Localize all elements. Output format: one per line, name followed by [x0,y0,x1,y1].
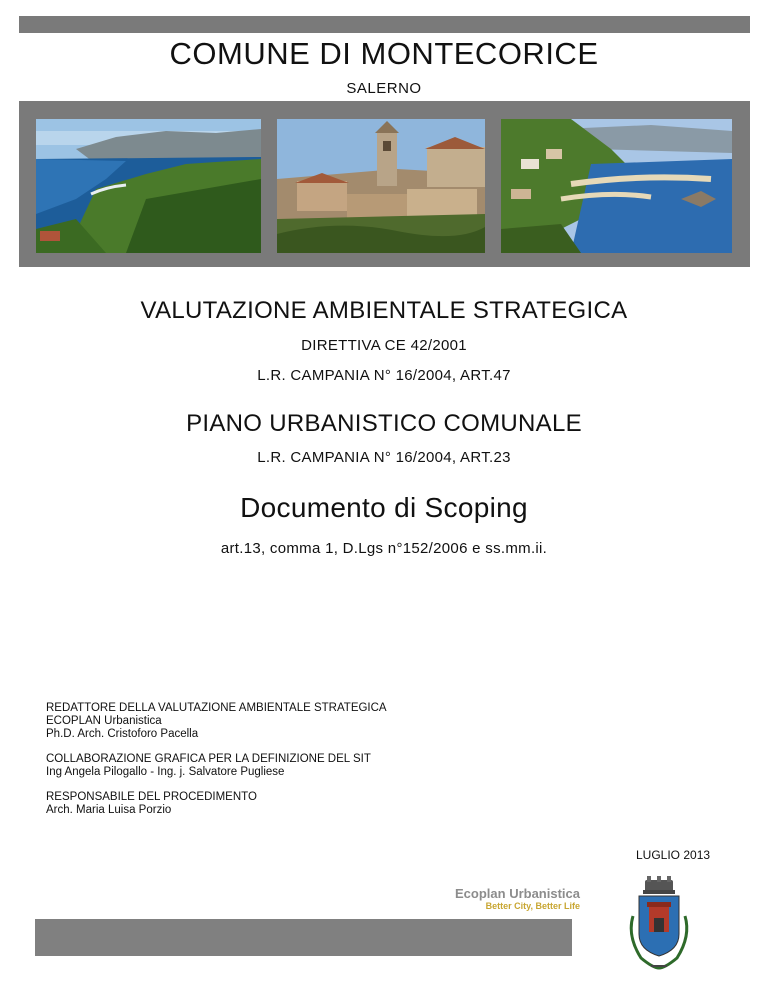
vas-title: VALUTAZIONE AMBIENTALE STRATEGICA [140,297,628,324]
beach-town-photo [501,119,732,253]
collab-credit [46,753,546,779]
coastal-bay-photo [36,119,261,253]
document-title: Documento di Scoping [240,492,528,523]
top-gray-band [19,16,750,33]
ecoplan-logo [300,886,580,918]
municipal-crest-icon [623,876,695,972]
author-firm: ECOPLAN Urbanistica [46,715,162,727]
hilltop-village-photo [277,119,485,253]
puc-title: PIANO URBANISTICO COMUNALE [186,410,582,437]
vas-law: L.R. CAMPANIA N° 16/2004, ART.47 [257,367,511,384]
manager-credit [46,791,546,817]
author-heading: REDATTORE DELLA VALUTAZIONE AMBIENTALE STRATEGICA [46,702,387,714]
collab-heading: COLLABORAZIONE GRAFICA PER LA DEFINIZIONE DEL SIT [46,753,371,765]
manager-name: Arch. Maria Luisa Porzio [46,804,172,816]
author-name: Ph.D. Arch. Cristoforo Pacella [46,728,199,740]
author-credit [46,702,546,741]
bottom-gray-band [35,919,572,956]
municipality-title: COMUNE DI MONTECORICE [169,36,599,71]
province-label: SALERNO [346,80,422,97]
logo-name: Ecoplan Urbanistica [455,886,580,901]
manager-heading: RESPONSABILE DEL PROCEDIMENTO [46,791,257,803]
publication-date: LUGLIO 2013 [636,848,711,862]
vas-directive: DIRETTIVA CE 42/2001 [301,337,467,354]
collab-names: Ing Angela Pilogallo - Ing. j. Salvatore Pugliese [46,766,285,778]
puc-law: L.R. CAMPANIA N° 16/2004, ART.23 [257,449,511,466]
photo-strip [19,101,750,267]
document-reference: art.13, comma 1, D.Lgs n°152/2006 e ss.mm.ii. [220,540,548,557]
logo-slogan: Better City, Better Life [485,901,580,911]
credits-section [46,702,546,829]
